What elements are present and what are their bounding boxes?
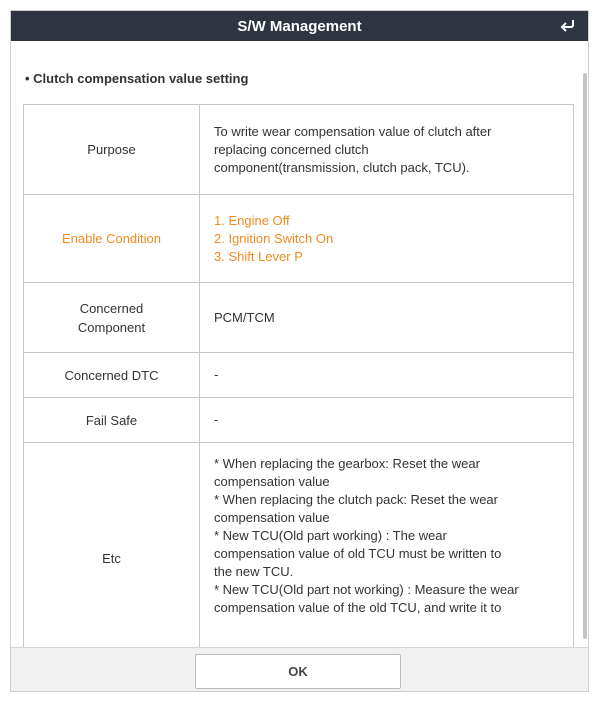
back-button[interactable] <box>558 16 578 36</box>
ok-button[interactable]: OK <box>195 654 401 689</box>
enable-condition-label: Enable Condition <box>24 195 200 283</box>
section-title: • Clutch compensation value setting <box>25 71 249 86</box>
etc-line: * When replacing the gearbox: Reset the wear <box>214 456 480 471</box>
title-bar <box>11 11 588 41</box>
table-row <box>24 398 574 443</box>
concerned-dtc-label: Concerned DTC <box>24 353 200 398</box>
table-row <box>24 105 574 195</box>
table-row <box>24 283 574 353</box>
fail-safe-value: - <box>200 398 574 443</box>
etc-value <box>200 443 574 648</box>
condition-line: 3. Shift Lever P <box>214 248 303 264</box>
etc-line: compensation value <box>214 510 330 525</box>
component-label-line: Component <box>77 319 146 335</box>
concerned-dtc-value: - <box>200 353 574 398</box>
vertical-scrollbar[interactable] <box>583 73 587 639</box>
etc-label: Etc <box>24 443 200 648</box>
table-row <box>24 353 574 398</box>
etc-line: compensation value of the old TCU, and write it to <box>214 600 502 615</box>
condition-line: 1. Engine Off <box>214 212 290 228</box>
purpose-line: replacing concerned clutch <box>214 141 369 157</box>
etc-line: compensation value <box>214 474 330 489</box>
purpose-line: To write wear compensation value of clutch after <box>214 123 492 139</box>
purpose-line: component(transmission, clutch pack, TCU). <box>214 159 470 175</box>
table-row <box>24 443 574 648</box>
content-area[interactable] <box>11 41 589 647</box>
etc-line: * New TCU(Old part working) : The wear <box>214 528 447 543</box>
etc-line: * New TCU(Old part not working) : Measure the wear <box>214 582 519 597</box>
info-table <box>23 104 574 647</box>
fail-safe-label: Fail Safe <box>24 398 200 443</box>
dialog-title: S/W Management <box>237 17 362 35</box>
component-label-line: Concerned <box>79 300 144 316</box>
concerned-component-value: PCM/TCM <box>200 283 574 353</box>
etc-line: the new TCU. <box>214 564 294 579</box>
purpose-label: Purpose <box>24 105 200 195</box>
dialog-footer <box>11 647 588 692</box>
etc-line: * When replacing the clutch pack: Reset the wear <box>214 492 498 507</box>
condition-line: 2. Ignition Switch On <box>214 230 334 246</box>
sw-management-dialog <box>10 10 589 692</box>
concerned-component-label <box>24 283 200 353</box>
purpose-value <box>200 105 574 195</box>
etc-line: compensation value of old TCU must be written to <box>214 546 502 561</box>
return-arrow-icon <box>560 19 576 33</box>
table-row <box>24 195 574 283</box>
enable-condition-value <box>200 195 574 283</box>
